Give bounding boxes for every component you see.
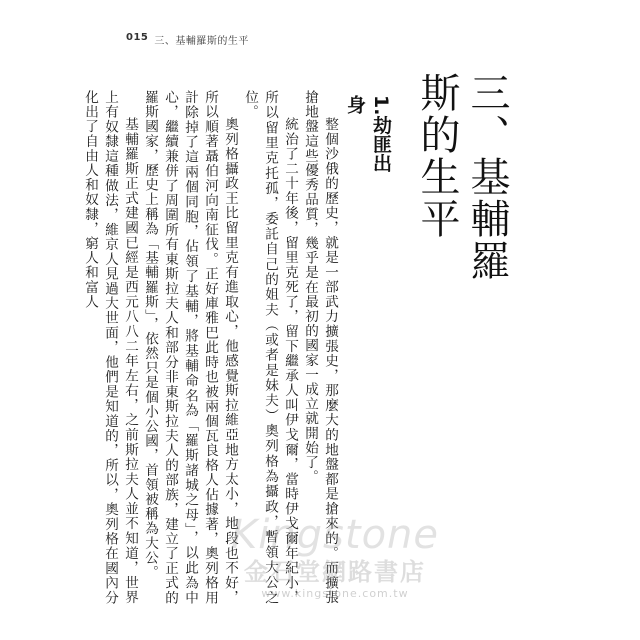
running-header <box>126 32 249 47</box>
body-text <box>82 90 340 605</box>
watermark-logo: Kingstone <box>230 512 440 558</box>
section-title: 1.劫匪出身 <box>344 95 392 173</box>
paragraph: 統治了二十年後，留里克死了，留下繼承人叫伊戈爾，當時伊戈爾年紀小，所以留里克托孤，委託自己的姐夫（或者是妹夫）奧列格為攝政，暫領大公之位。 <box>242 90 298 605</box>
page-number: 015 <box>126 32 149 43</box>
running-title: 三、基輔羅斯的生平 <box>154 36 249 47</box>
paragraph: 奧列格攝政王比留里克有進取心，他感覺斯拉維亞地方太小，地段也不好，所以順著聶伯河向南征伐。正好庫雅巴此時也被兩個瓦良格人佔據著，奧列格用計除掉了這兩個同胞，佔領了基輔，將基輔命名為「羅斯諸城之母」，以此為中心，繼續兼併了周圍所有東斯拉夫人和部分非東斯拉夫人的部族，建立了正式的羅斯國家，歷史上稱為「基輔羅斯」，依然只是個小公國，首領被稱為大公。 <box>142 90 238 605</box>
watermark-store-name: 金石堂網路書店 <box>244 557 426 586</box>
chapter-title: 三、基輔羅斯的生平 <box>414 72 510 282</box>
watermark-url: www.kingstone.com.tw <box>261 587 409 600</box>
paragraph: 基輔羅斯正式建國已經是西元八八二年左右，之前斯拉夫人並不知道，世界上有奴隸這種做法，維京人見過大世面，他們是知道的，所以，奧列格在國內分化出了自由人和奴隸，窮人和富人 <box>82 90 138 605</box>
paragraph: 整個沙俄的歷史，就是一部武力擴張史，那麼大的地盤都是搶來的。而擴張搶地盤這些優秀品質，幾乎是在最初的國家一成立就開始了。 <box>302 90 338 605</box>
